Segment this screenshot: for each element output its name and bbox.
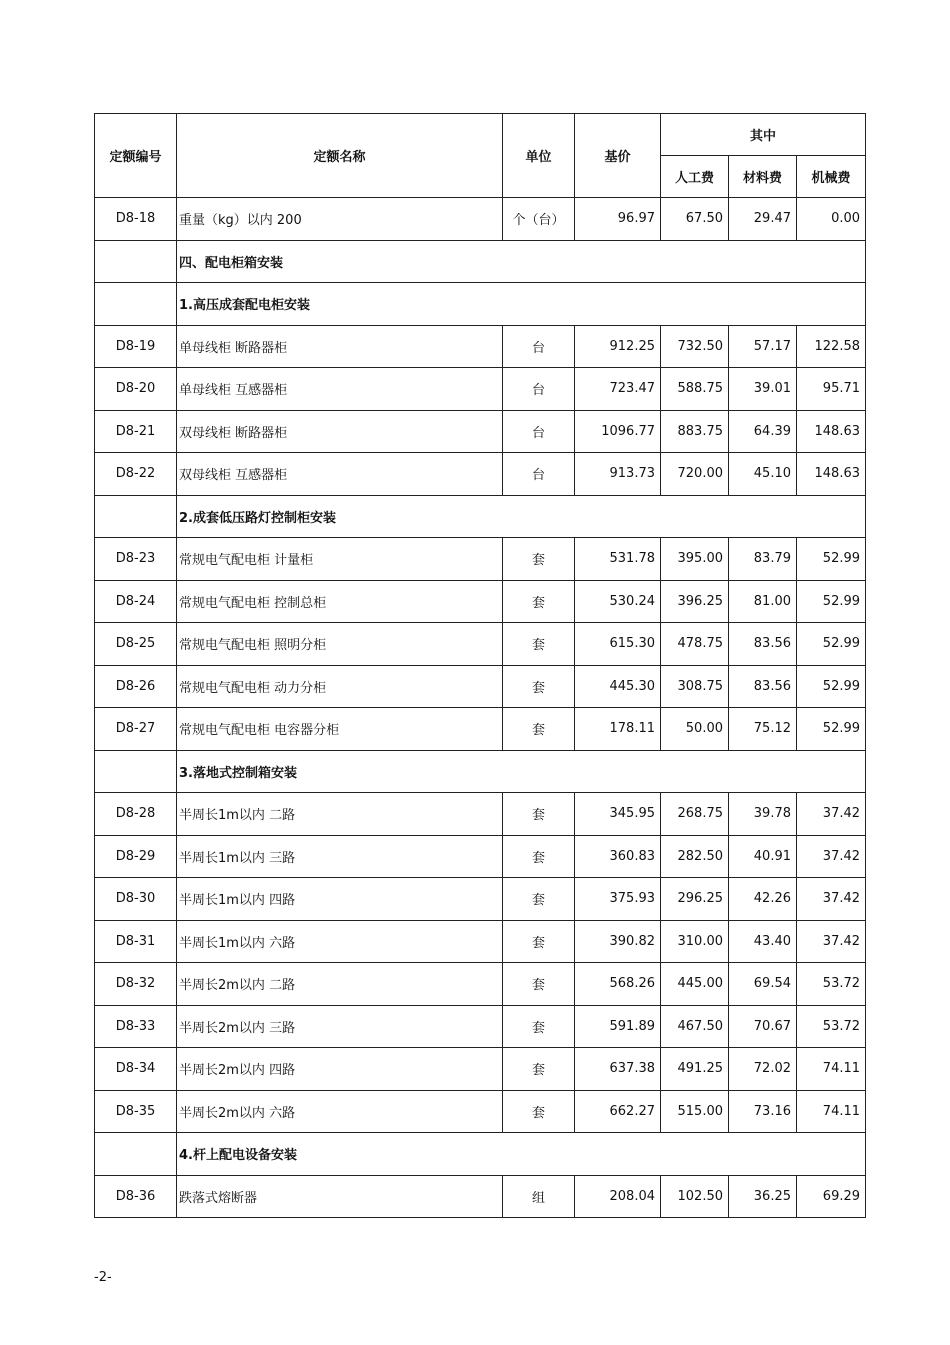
header-material-cost: 材料费	[729, 156, 797, 198]
table-header	[95, 114, 866, 198]
labor-cost-cell: 50.00	[661, 708, 729, 751]
header-base-price: 基价	[575, 114, 661, 198]
code-cell: D8-24	[95, 580, 177, 623]
name-cell: 跌落式熔断器	[177, 1175, 503, 1218]
section-label: 2.成套低压路灯控制柜安装	[177, 495, 866, 538]
unit-cell: 套	[503, 708, 575, 751]
machine-cost-cell: 53.72	[797, 1005, 866, 1048]
machine-cost-cell: 74.11	[797, 1090, 866, 1133]
machine-cost-cell: 37.42	[797, 920, 866, 963]
base-price-cell: 568.26	[575, 963, 661, 1006]
machine-cost-cell: 148.63	[797, 453, 866, 496]
machine-cost-cell: 52.99	[797, 580, 866, 623]
labor-cost-cell: 67.50	[661, 198, 729, 241]
code-cell: D8-29	[95, 835, 177, 878]
base-price-cell: 1096.77	[575, 410, 661, 453]
machine-cost-cell: 95.71	[797, 368, 866, 411]
table-row	[95, 368, 866, 411]
table-row	[95, 835, 866, 878]
machine-cost-cell: 52.99	[797, 708, 866, 751]
code-cell: D8-31	[95, 920, 177, 963]
code-cell: D8-34	[95, 1048, 177, 1091]
code-cell: D8-30	[95, 878, 177, 921]
labor-cost-cell: 588.75	[661, 368, 729, 411]
labor-cost-cell: 478.75	[661, 623, 729, 666]
machine-cost-cell: 52.99	[797, 538, 866, 581]
table-row	[95, 665, 866, 708]
labor-cost-cell: 102.50	[661, 1175, 729, 1218]
name-cell: 常规电气配电柜 计量柜	[177, 538, 503, 581]
table-row	[95, 623, 866, 666]
labor-cost-cell: 396.25	[661, 580, 729, 623]
labor-cost-cell: 268.75	[661, 793, 729, 836]
unit-cell: 套	[503, 1048, 575, 1091]
code-cell: D8-35	[95, 1090, 177, 1133]
base-price-cell: 375.93	[575, 878, 661, 921]
material-cost-cell: 75.12	[729, 708, 797, 751]
code-cell: D8-27	[95, 708, 177, 751]
labor-cost-cell: 445.00	[661, 963, 729, 1006]
code-cell: D8-20	[95, 368, 177, 411]
material-cost-cell: 83.56	[729, 623, 797, 666]
name-cell: 单母线柜 断路器柜	[177, 325, 503, 368]
material-cost-cell: 42.26	[729, 878, 797, 921]
code-cell: D8-36	[95, 1175, 177, 1218]
labor-cost-cell: 883.75	[661, 410, 729, 453]
code-cell: D8-28	[95, 793, 177, 836]
table-row	[95, 198, 866, 241]
table-row	[95, 708, 866, 751]
base-price-cell: 445.30	[575, 665, 661, 708]
machine-cost-cell: 74.11	[797, 1048, 866, 1091]
material-cost-cell: 81.00	[729, 580, 797, 623]
header-unit: 单位	[503, 114, 575, 198]
section-row	[95, 240, 866, 283]
code-cell: D8-21	[95, 410, 177, 453]
name-cell: 常规电气配电柜 动力分柜	[177, 665, 503, 708]
unit-cell: 套	[503, 920, 575, 963]
header-breakdown-group: 其中	[661, 114, 866, 156]
base-price-cell: 912.25	[575, 325, 661, 368]
table-row	[95, 793, 866, 836]
name-cell: 重量（kg）以内 200	[177, 198, 503, 241]
table-row	[95, 538, 866, 581]
machine-cost-cell: 37.42	[797, 878, 866, 921]
unit-cell: 台	[503, 410, 575, 453]
code-cell: D8-22	[95, 453, 177, 496]
base-price-cell: 360.83	[575, 835, 661, 878]
code-cell: D8-18	[95, 198, 177, 241]
labor-cost-cell: 308.75	[661, 665, 729, 708]
unit-cell: 套	[503, 538, 575, 581]
machine-cost-cell: 0.00	[797, 198, 866, 241]
name-cell: 双母线柜 断路器柜	[177, 410, 503, 453]
name-cell: 单母线柜 互感器柜	[177, 368, 503, 411]
machine-cost-cell: 52.99	[797, 665, 866, 708]
table-row	[95, 325, 866, 368]
code-cell: D8-33	[95, 1005, 177, 1048]
section-row	[95, 750, 866, 793]
unit-cell: 套	[503, 1090, 575, 1133]
base-price-cell: 390.82	[575, 920, 661, 963]
unit-cell: 组	[503, 1175, 575, 1218]
table-row	[95, 878, 866, 921]
section-row	[95, 283, 866, 326]
unit-cell: 套	[503, 793, 575, 836]
table-row	[95, 963, 866, 1006]
header-labor-cost: 人工费	[661, 156, 729, 198]
name-cell: 常规电气配电柜 控制总柜	[177, 580, 503, 623]
labor-cost-cell: 310.00	[661, 920, 729, 963]
material-cost-cell: 64.39	[729, 410, 797, 453]
section-code-cell	[95, 495, 177, 538]
header-machine-cost: 机械费	[797, 156, 866, 198]
material-cost-cell: 36.25	[729, 1175, 797, 1218]
unit-cell: 套	[503, 963, 575, 1006]
section-code-cell	[95, 283, 177, 326]
material-cost-cell: 83.79	[729, 538, 797, 581]
material-cost-cell: 69.54	[729, 963, 797, 1006]
name-cell: 半周长1m以内 四路	[177, 878, 503, 921]
name-cell: 常规电气配电柜 照明分柜	[177, 623, 503, 666]
labor-cost-cell: 395.00	[661, 538, 729, 581]
labor-cost-cell: 491.25	[661, 1048, 729, 1091]
name-cell: 半周长1m以内 六路	[177, 920, 503, 963]
labor-cost-cell: 515.00	[661, 1090, 729, 1133]
material-cost-cell: 83.56	[729, 665, 797, 708]
machine-cost-cell: 52.99	[797, 623, 866, 666]
base-price-cell: 345.95	[575, 793, 661, 836]
name-cell: 半周长1m以内 三路	[177, 835, 503, 878]
labor-cost-cell: 296.25	[661, 878, 729, 921]
material-cost-cell: 40.91	[729, 835, 797, 878]
header-name: 定额名称	[177, 114, 503, 198]
unit-cell: 套	[503, 1005, 575, 1048]
name-cell: 双母线柜 互感器柜	[177, 453, 503, 496]
name-cell: 常规电气配电柜 电容器分柜	[177, 708, 503, 751]
labor-cost-cell: 467.50	[661, 1005, 729, 1048]
material-cost-cell: 57.17	[729, 325, 797, 368]
base-price-cell: 530.24	[575, 580, 661, 623]
material-cost-cell: 39.78	[729, 793, 797, 836]
unit-cell: 套	[503, 623, 575, 666]
code-cell: D8-26	[95, 665, 177, 708]
base-price-cell: 723.47	[575, 368, 661, 411]
base-price-cell: 913.73	[575, 453, 661, 496]
material-cost-cell: 43.40	[729, 920, 797, 963]
machine-cost-cell: 69.29	[797, 1175, 866, 1218]
table-row	[95, 410, 866, 453]
section-code-cell	[95, 1133, 177, 1176]
header-code: 定额编号	[95, 114, 177, 198]
table-row	[95, 920, 866, 963]
labor-cost-cell: 732.50	[661, 325, 729, 368]
name-cell: 半周长2m以内 四路	[177, 1048, 503, 1091]
section-code-cell	[95, 750, 177, 793]
section-label: 四、配电柜箱安装	[177, 240, 866, 283]
unit-cell: 台	[503, 325, 575, 368]
page-number: -2-	[94, 1270, 112, 1285]
base-price-cell: 615.30	[575, 623, 661, 666]
material-cost-cell: 39.01	[729, 368, 797, 411]
code-cell: D8-23	[95, 538, 177, 581]
base-price-cell: 178.11	[575, 708, 661, 751]
name-cell: 半周长2m以内 六路	[177, 1090, 503, 1133]
table-row	[95, 1005, 866, 1048]
quota-table	[94, 113, 866, 1218]
table-row	[95, 1175, 866, 1218]
table-body	[95, 198, 866, 1218]
table-row	[95, 1048, 866, 1091]
name-cell: 半周长2m以内 二路	[177, 963, 503, 1006]
machine-cost-cell: 37.42	[797, 835, 866, 878]
unit-cell: 套	[503, 835, 575, 878]
code-cell: D8-32	[95, 963, 177, 1006]
section-label: 4.杆上配电设备安装	[177, 1133, 866, 1176]
table-row	[95, 580, 866, 623]
name-cell: 半周长1m以内 二路	[177, 793, 503, 836]
base-price-cell: 208.04	[575, 1175, 661, 1218]
material-cost-cell: 73.16	[729, 1090, 797, 1133]
machine-cost-cell: 53.72	[797, 963, 866, 1006]
code-cell: D8-25	[95, 623, 177, 666]
section-code-cell	[95, 240, 177, 283]
code-cell: D8-19	[95, 325, 177, 368]
machine-cost-cell: 122.58	[797, 325, 866, 368]
base-price-cell: 96.97	[575, 198, 661, 241]
unit-cell: 台	[503, 368, 575, 411]
name-cell: 半周长2m以内 三路	[177, 1005, 503, 1048]
machine-cost-cell: 37.42	[797, 793, 866, 836]
machine-cost-cell: 148.63	[797, 410, 866, 453]
material-cost-cell: 29.47	[729, 198, 797, 241]
material-cost-cell: 70.67	[729, 1005, 797, 1048]
material-cost-cell: 45.10	[729, 453, 797, 496]
section-row	[95, 495, 866, 538]
section-label: 3.落地式控制箱安装	[177, 750, 866, 793]
table-row	[95, 1090, 866, 1133]
table-row	[95, 453, 866, 496]
base-price-cell: 591.89	[575, 1005, 661, 1048]
base-price-cell: 637.38	[575, 1048, 661, 1091]
unit-cell: 套	[503, 878, 575, 921]
unit-cell: 个（台）	[503, 198, 575, 241]
labor-cost-cell: 720.00	[661, 453, 729, 496]
base-price-cell: 662.27	[575, 1090, 661, 1133]
unit-cell: 套	[503, 665, 575, 708]
section-row	[95, 1133, 866, 1176]
unit-cell: 台	[503, 453, 575, 496]
unit-cell: 套	[503, 580, 575, 623]
material-cost-cell: 72.02	[729, 1048, 797, 1091]
section-label: 1.高压成套配电柜安装	[177, 283, 866, 326]
labor-cost-cell: 282.50	[661, 835, 729, 878]
base-price-cell: 531.78	[575, 538, 661, 581]
